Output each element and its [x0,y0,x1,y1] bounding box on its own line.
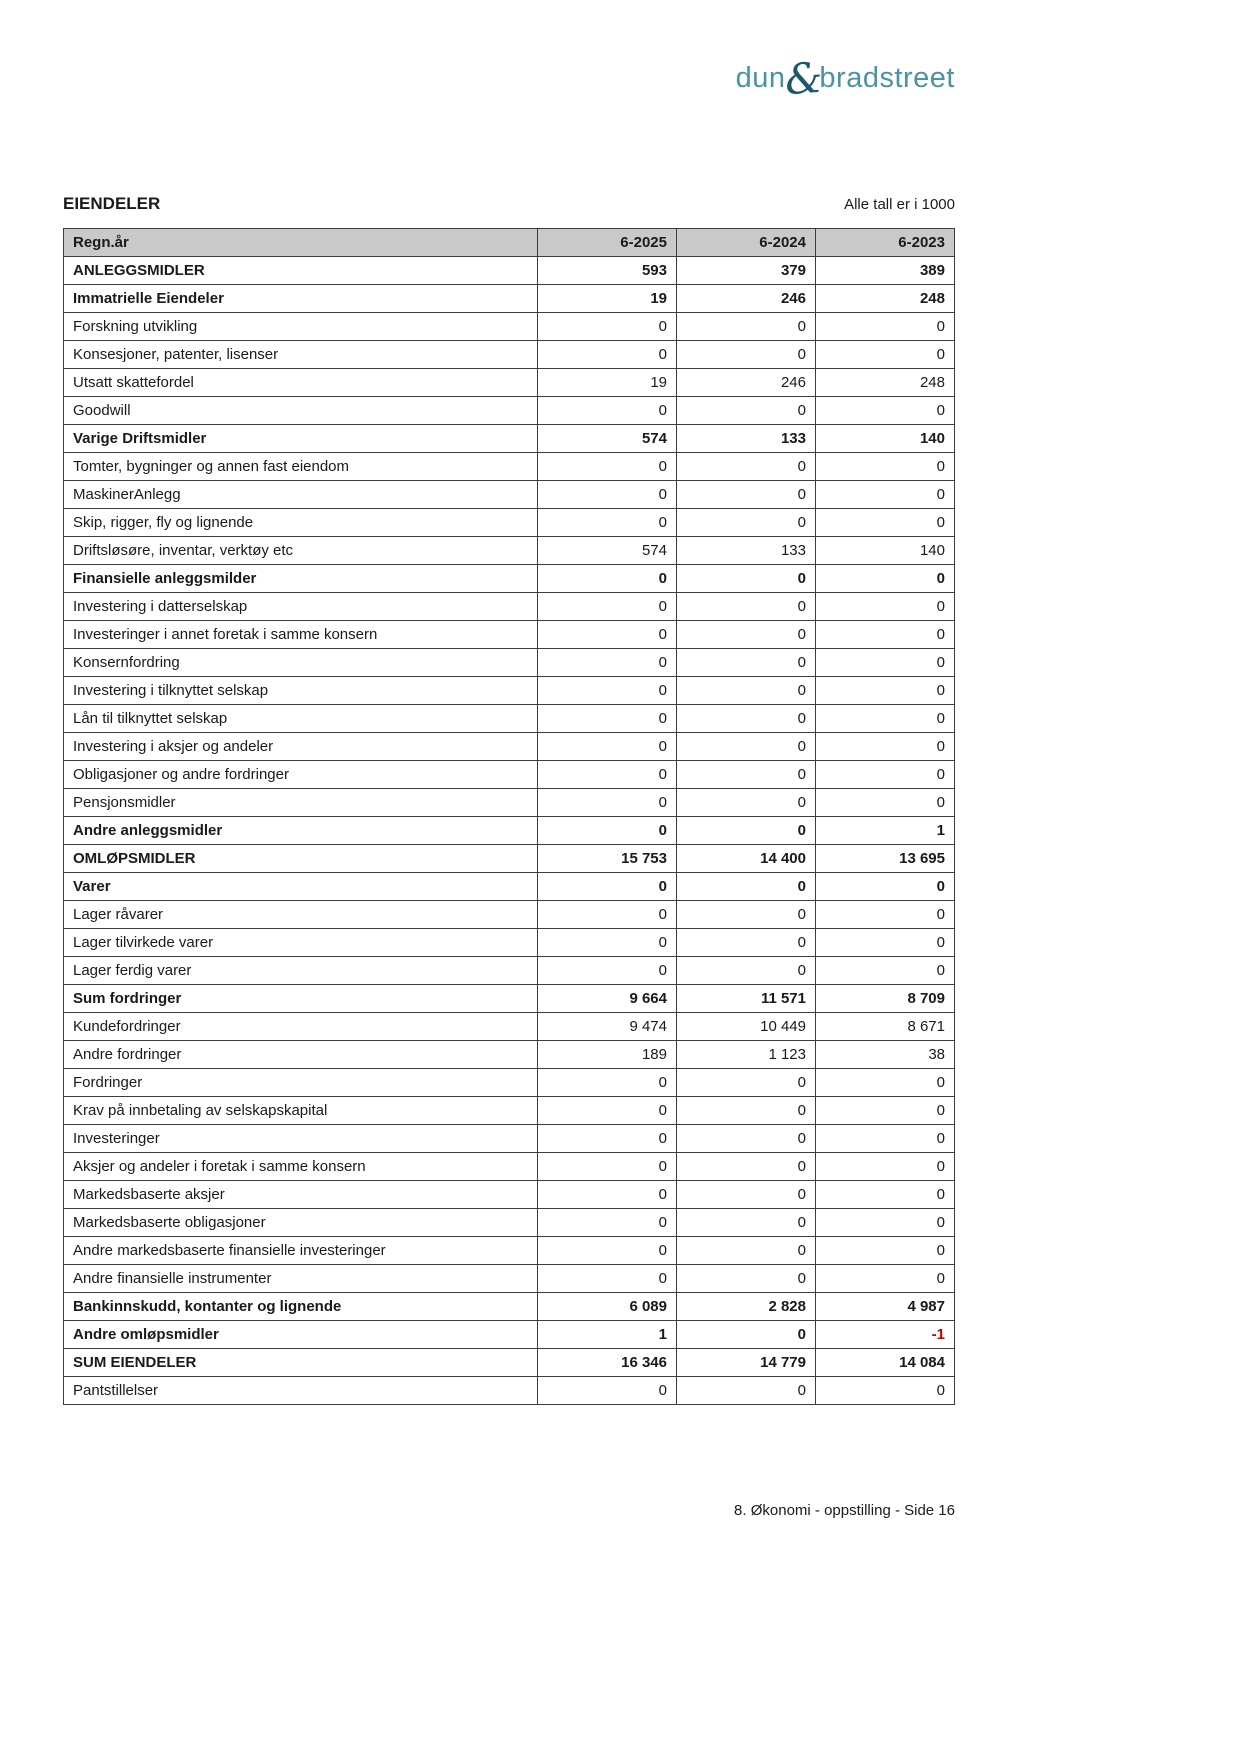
row-value: 248 [816,369,955,397]
row-value: 2 828 [677,1293,816,1321]
row-value: 0 [816,733,955,761]
row-label: OMLØPSMIDLER [64,845,538,873]
row-value: 0 [816,957,955,985]
row-value: 0 [816,873,955,901]
row-value: 0 [538,621,677,649]
row-value: 11 571 [677,985,816,1013]
row-value: 0 [677,313,816,341]
table-row [64,341,955,369]
row-value: 0 [816,1377,955,1405]
row-value: 9 474 [538,1013,677,1041]
row-value: 0 [816,789,955,817]
row-value: 0 [816,1069,955,1097]
row-value: 0 [538,677,677,705]
row-value: 189 [538,1041,677,1069]
row-label: Lager tilvirkede varer [64,929,538,957]
row-value: 0 [677,509,816,537]
row-label: Aksjer og andeler i foretak i samme konsern [64,1153,538,1181]
row-value: 0 [677,621,816,649]
table-row [64,1265,955,1293]
table-row [64,1293,955,1321]
table-row [64,621,955,649]
table-row [64,509,955,537]
row-value: 19 [538,285,677,313]
row-label: SUM EIENDELER [64,1349,538,1377]
table-row [64,537,955,565]
row-value: 6 089 [538,1293,677,1321]
row-value: 1 123 [677,1041,816,1069]
row-label: ANLEGGSMIDLER [64,257,538,285]
row-value: 0 [538,1125,677,1153]
row-value: 0 [816,1209,955,1237]
table-row [64,285,955,313]
table-row [64,1041,955,1069]
table-row [64,873,955,901]
table-row [64,985,955,1013]
row-label: Varige Driftsmidler [64,425,538,453]
row-value: 8 709 [816,985,955,1013]
row-value: 0 [816,341,955,369]
table-row [64,761,955,789]
row-value: 0 [538,341,677,369]
page-footer: 8. Økonomi - oppstilling - Side 16 [734,1502,955,1519]
row-label: Varer [64,873,538,901]
row-value: 0 [677,481,816,509]
row-value: 0 [816,313,955,341]
row-value: 0 [538,593,677,621]
table-row [64,1237,955,1265]
table-row [64,817,955,845]
row-label: Finansielle anleggsmilder [64,565,538,593]
row-value: 13 695 [816,845,955,873]
row-value: 15 753 [538,845,677,873]
row-value: 389 [816,257,955,285]
row-label: Lager råvarer [64,901,538,929]
row-label: Driftsløsøre, inventar, verktøy etc [64,537,538,565]
row-value: 0 [816,481,955,509]
row-value: 0 [816,1265,955,1293]
row-value: 0 [677,593,816,621]
row-value: 0 [816,1181,955,1209]
table-row [64,901,955,929]
row-value: 16 346 [538,1349,677,1377]
row-value: 133 [677,425,816,453]
row-value: 0 [677,677,816,705]
row-value: 0 [538,397,677,425]
table-row [64,593,955,621]
row-value: 0 [816,565,955,593]
row-label: Investering i datterselskap [64,593,538,621]
ampersand-icon: & [782,52,825,105]
row-value: 574 [538,537,677,565]
row-value: 0 [677,1321,816,1349]
table-row [64,425,955,453]
row-value: 0 [677,1377,816,1405]
row-value: 0 [816,453,955,481]
units-note: Alle tall er i 1000 [844,196,955,213]
table-row [64,1377,955,1405]
row-value: -1 [816,1321,955,1349]
row-value: 0 [677,789,816,817]
row-value: 8 671 [816,1013,955,1041]
row-value: 0 [677,1125,816,1153]
table-row [64,1069,955,1097]
row-label: Skip, rigger, fly og lignende [64,509,538,537]
row-value: 0 [538,481,677,509]
row-value: 0 [816,621,955,649]
row-value: 0 [538,1265,677,1293]
row-value: 0 [816,649,955,677]
row-value: 0 [538,509,677,537]
row-value: 0 [677,1237,816,1265]
table-row [64,733,955,761]
row-label: Utsatt skattefordel [64,369,538,397]
table-row [64,453,955,481]
row-value: 0 [538,1377,677,1405]
row-label: Krav på innbetaling av selskapskapital [64,1097,538,1125]
row-value: 0 [538,733,677,761]
logo-text-dun: dun [735,62,786,94]
table-row [64,957,955,985]
row-label: Goodwill [64,397,538,425]
row-value: 0 [816,593,955,621]
row-value: 1 [538,1321,677,1349]
row-value: 0 [538,1097,677,1125]
row-label: Pantstillelser [64,1377,538,1405]
row-value: 0 [677,817,816,845]
table-header-row [64,229,955,257]
row-value: 0 [677,341,816,369]
row-label: Andre finansielle instrumenter [64,1265,538,1293]
row-label: Investering i tilknyttet selskap [64,677,538,705]
row-value: 140 [816,425,955,453]
table-row [64,313,955,341]
row-value: 0 [677,957,816,985]
row-value: 574 [538,425,677,453]
row-value: 0 [677,1069,816,1097]
row-value: 0 [538,1181,677,1209]
row-value: 0 [677,733,816,761]
row-label: Immatrielle Eiendeler [64,285,538,313]
row-value: 38 [816,1041,955,1069]
table-row [64,705,955,733]
table-row [64,397,955,425]
table-row [64,789,955,817]
row-value: 0 [677,705,816,733]
table-row [64,1125,955,1153]
row-label: Obligasjoner og andre fordringer [64,761,538,789]
row-value: 246 [677,369,816,397]
row-value: 0 [816,1097,955,1125]
row-label: Forskning utvikling [64,313,538,341]
row-value: 248 [816,285,955,313]
row-value: 0 [816,677,955,705]
row-value: 4 987 [816,1293,955,1321]
table-row [64,1209,955,1237]
column-header-6-2023: 6-2023 [816,229,955,257]
table-row [64,481,955,509]
table-row [64,845,955,873]
row-value: 140 [816,537,955,565]
row-label: Pensjonsmidler [64,789,538,817]
row-value: 0 [677,453,816,481]
row-value: 0 [538,957,677,985]
row-label: Sum fordringer [64,985,538,1013]
row-label: Fordringer [64,1069,538,1097]
row-value: 0 [677,1209,816,1237]
row-label: Investeringer i annet foretak i samme konsern [64,621,538,649]
row-value: 133 [677,537,816,565]
row-value: 14 779 [677,1349,816,1377]
row-label: Andre anleggsmidler [64,817,538,845]
row-label: Markedsbaserte obligasjoner [64,1209,538,1237]
row-value: 0 [677,901,816,929]
row-label: MaskinerAnlegg [64,481,538,509]
row-value: 19 [538,369,677,397]
row-label: Investeringer [64,1125,538,1153]
row-value: 0 [538,1209,677,1237]
row-value: 593 [538,257,677,285]
row-value: 10 449 [677,1013,816,1041]
row-label: Konsernfordring [64,649,538,677]
row-value: 0 [538,789,677,817]
row-value: 0 [538,1153,677,1181]
row-value: 0 [538,1069,677,1097]
table-row [64,369,955,397]
table-row [64,1181,955,1209]
row-value: 379 [677,257,816,285]
row-value: 0 [677,1097,816,1125]
row-value: 0 [677,649,816,677]
row-value: 0 [677,873,816,901]
table-row [64,257,955,285]
row-value: 0 [538,873,677,901]
row-value: 0 [538,901,677,929]
balance-sheet-table [63,228,955,1405]
row-value: 0 [816,509,955,537]
table-row [64,1321,955,1349]
row-label: Lån til tilknyttet selskap [64,705,538,733]
row-label: Konsesjoner, patenter, lisenser [64,341,538,369]
row-value: 0 [677,1181,816,1209]
row-value: 0 [677,761,816,789]
row-value: 14 084 [816,1349,955,1377]
page-title: EIENDELER [63,194,161,213]
row-value: 9 664 [538,985,677,1013]
row-label: Investering i aksjer og andeler [64,733,538,761]
row-label: Andre markedsbaserte finansielle investeringer [64,1237,538,1265]
row-value: 0 [816,1125,955,1153]
table-row [64,565,955,593]
row-value: 0 [816,1153,955,1181]
row-value: 0 [677,397,816,425]
row-value: 1 [816,817,955,845]
row-value: 0 [816,705,955,733]
row-value: 246 [677,285,816,313]
row-value: 0 [538,761,677,789]
row-value: 0 [538,453,677,481]
table-row [64,1349,955,1377]
row-label: Lager ferdig varer [64,957,538,985]
row-label: Markedsbaserte aksjer [64,1181,538,1209]
column-header-regnar: Regn.år [64,229,538,257]
column-header-6-2024: 6-2024 [677,229,816,257]
row-value: 0 [538,705,677,733]
row-label: Kundefordringer [64,1013,538,1041]
row-value: 0 [538,1237,677,1265]
row-value: 0 [816,397,955,425]
row-value: 0 [677,929,816,957]
row-value: 0 [677,1153,816,1181]
table-row [64,1153,955,1181]
row-value: 0 [538,565,677,593]
row-value: 0 [677,1265,816,1293]
row-label: Andre fordringer [64,1041,538,1069]
row-label: Tomter, bygninger og annen fast eiendom [64,453,538,481]
table-row [64,929,955,957]
row-label: Andre omløpsmidler [64,1321,538,1349]
row-value: 0 [538,649,677,677]
row-value: 0 [816,929,955,957]
column-header-6-2025: 6-2025 [538,229,677,257]
row-value: 0 [677,565,816,593]
table-row [64,677,955,705]
row-value: 0 [538,929,677,957]
row-value: 0 [816,1237,955,1265]
row-value: 0 [538,817,677,845]
logo-text-bradstreet: bradstreet [819,62,955,94]
dun-bradstreet-logo [63,52,955,105]
table-caption-row [63,194,955,214]
row-value: 0 [538,313,677,341]
table-row [64,649,955,677]
row-value: 14 400 [677,845,816,873]
row-label: Bankinnskudd, kontanter og lignende [64,1293,538,1321]
table-row [64,1097,955,1125]
row-value: 0 [816,901,955,929]
row-value: 0 [816,761,955,789]
table-row [64,1013,955,1041]
